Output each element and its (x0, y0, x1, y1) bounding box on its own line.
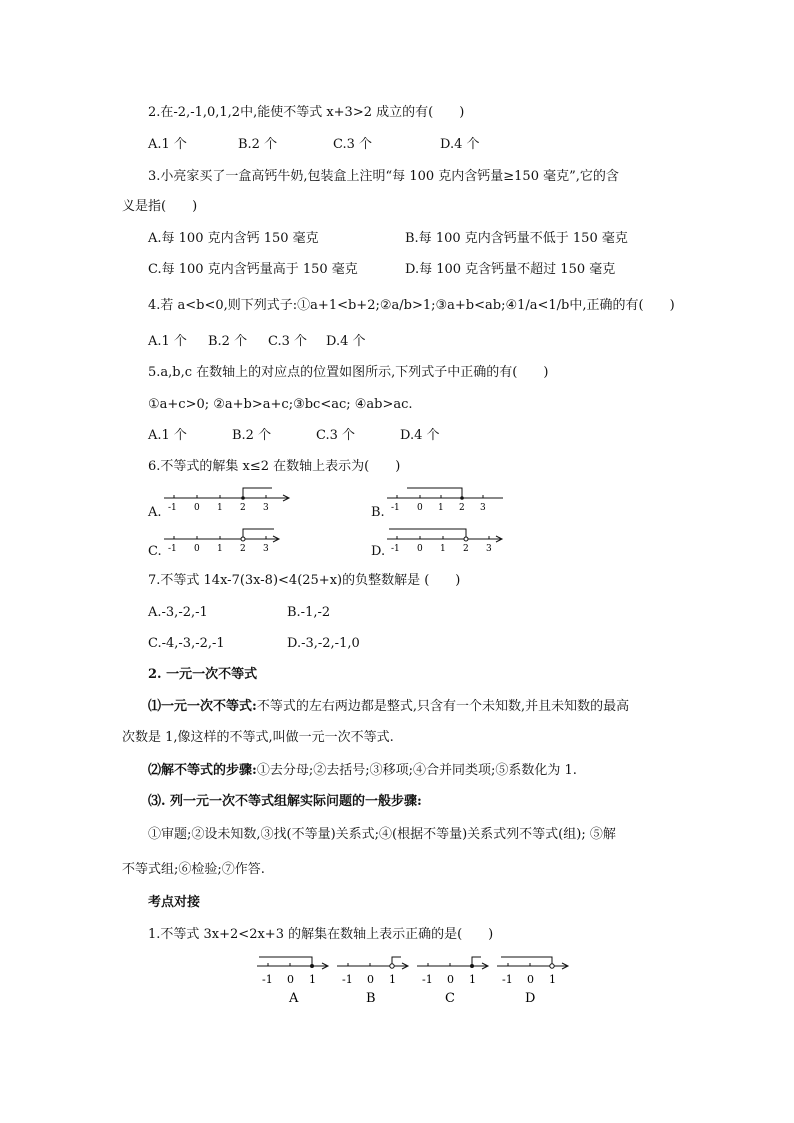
q6-number-line-c (162, 525, 292, 555)
option-letter: A (289, 991, 299, 1006)
q4-option-d: D.4 个 (326, 334, 366, 349)
paragraph-text: ①去分母;②去括号;③移项;④合并同类项;⑤系数化为 1. (256, 763, 577, 778)
tick-label: 2 (240, 544, 246, 554)
kaodian-number-line-c (415, 952, 490, 1008)
q6-letter-d: D. (371, 544, 386, 559)
section-paragraph-4-line2: 不等式组;⑥检验;⑦作答. (122, 862, 265, 877)
q5-option-c: C.3 个 (316, 428, 356, 443)
tick-label: -1 (168, 503, 177, 513)
q6-stem: 6.不等式的解集 x≤2 在数轴上表示为( ) (148, 459, 401, 474)
q7-stem: 7.不等式 14x-7(3x-8)<4(25+x)的负整数解是 ( ) (148, 573, 461, 588)
kaodian-heading: 考点对接 (148, 895, 201, 910)
tick-label: 0 (447, 973, 454, 986)
q3-option-c: C.每 100 克内含钙量高于 150 毫克 (148, 262, 358, 277)
q7-option-d: D.-3,-2,-1,0 (287, 636, 360, 651)
q2-option-b: B.2 个 (238, 137, 278, 152)
tick-label: 3 (263, 503, 269, 513)
tick-label: 0 (367, 973, 374, 986)
tick-label: 0 (287, 973, 294, 986)
tick-label: -1 (502, 973, 513, 986)
q6-letter-c: C. (148, 544, 162, 559)
section-paragraph-4-line1: ①审题;②设未知数,③找(不等量)关系式;④(根据不等量)关系式列不等式(组); ⑤解 (148, 827, 616, 842)
q5-option-a: A.1 个 (148, 428, 187, 443)
q6-number-line-d (385, 525, 515, 555)
q7-option-b: B.-1,-2 (287, 605, 331, 620)
q6-letter-b: B. (371, 505, 385, 520)
section-paragraph-3: ⑶. 列一元一次不等式组解实际问题的一般步骤: (148, 794, 422, 809)
tick-label: -1 (342, 973, 353, 986)
option-letter: D (525, 991, 536, 1006)
tick-label: -1 (168, 544, 177, 554)
tick-label: 1 (549, 973, 556, 986)
tick-label: -1 (262, 973, 273, 986)
tick-label: 0 (194, 503, 200, 513)
q7-option-c: C.-4,-3,-2,-1 (148, 636, 225, 651)
q2-stem: 2.在-2,-1,0,1,2中,能使不等式 x+3>2 成立的有( ) (148, 105, 465, 120)
q4-option-c: C.3 个 (268, 334, 308, 349)
q5-option-b: B.2 个 (232, 428, 272, 443)
q3-stem-line2: 义是指( ) (122, 199, 198, 214)
tick-label: 3 (263, 544, 269, 554)
q4-option-a: A.1 个 (148, 334, 187, 349)
section-paragraph-1-line2: 次数是 1,像这样的不等式,叫做一元一次不等式. (122, 730, 394, 745)
tick-label: 1 (309, 973, 316, 986)
kaodian-number-line-b (335, 952, 410, 1008)
tick-label: 0 (194, 544, 200, 554)
q5-option-d: D.4 个 (400, 428, 440, 443)
q3-option-a: A.每 100 克内含钙 150 毫克 (148, 231, 319, 246)
tick-label: 1 (217, 503, 223, 513)
q3-stem-line1: 3.小亮家买了一盒高钙牛奶,包装盒上注明“每 100 克内含钙量≥150 毫克”,它的含 (148, 169, 619, 184)
q3-option-b: B.每 100 克内含钙量不低于 150 毫克 (405, 231, 628, 246)
tick-label: 0 (417, 503, 423, 513)
option-letter: B (366, 991, 376, 1006)
paragraph-text: 不等式的左右两边都是整式,只含有一个未知数,并且未知数的最高 (256, 699, 630, 714)
q6-number-line-b (385, 484, 515, 514)
tick-label: 1 (469, 973, 476, 986)
q5-stem: 5.a,b,c 在数轴上的对应点的位置如图所示,下列式子中正确的有( ) (148, 365, 549, 380)
q6-letter-a: A. (148, 505, 162, 520)
q6-number-line-a (162, 484, 292, 514)
tick-label: 1 (217, 544, 223, 554)
section-paragraph-1-line1 (148, 698, 629, 716)
tick-label: 1 (389, 973, 396, 986)
paragraph-label: ⑴一元一次不等式: (148, 699, 257, 714)
q4-stem: 4.若 a<b<0,则下列式子:①a+1<b+2;②a/b>1;③a+b<ab;④1/a<1/b中,正确的有( ) (148, 298, 675, 313)
paragraph-label: ⑵解不等式的步骤: (148, 763, 257, 778)
section-heading: 2. 一元一次不等式 (148, 667, 258, 682)
tick-label: 1 (440, 544, 446, 554)
tick-label: -1 (391, 544, 400, 554)
tick-label: 2 (459, 503, 465, 513)
q5-items: ①a+c>0; ②a+b>a+c;③bc<ac; ④ab>ac. (148, 397, 413, 412)
tick-label: 0 (527, 973, 534, 986)
tick-label: -1 (391, 503, 400, 513)
q2-option-d: D.4 个 (440, 137, 480, 152)
tick-label: 1 (438, 503, 444, 513)
q3-option-d: D.每 100 克含钙量不超过 150 毫克 (405, 262, 616, 277)
tick-label: 2 (463, 544, 469, 554)
tick-label: 0 (417, 544, 423, 554)
kaodian-number-line-d (495, 952, 570, 1008)
kaodian-q1-stem: 1.不等式 3x+2<2x+3 的解集在数轴上表示正确的是( ) (148, 927, 494, 942)
q2-option-c: C.3 个 (333, 137, 373, 152)
q7-option-a: A.-3,-2,-1 (148, 605, 208, 620)
tick-label: -1 (422, 973, 433, 986)
kaodian-number-line-a (255, 952, 330, 1008)
tick-label: 3 (486, 544, 492, 554)
tick-label: 2 (240, 503, 246, 513)
tick-label: 3 (480, 503, 486, 513)
q4-option-b: B.2 个 (208, 334, 248, 349)
section-paragraph-2 (148, 762, 577, 780)
q2-option-a: A.1 个 (148, 137, 187, 152)
option-letter: C (445, 991, 455, 1006)
